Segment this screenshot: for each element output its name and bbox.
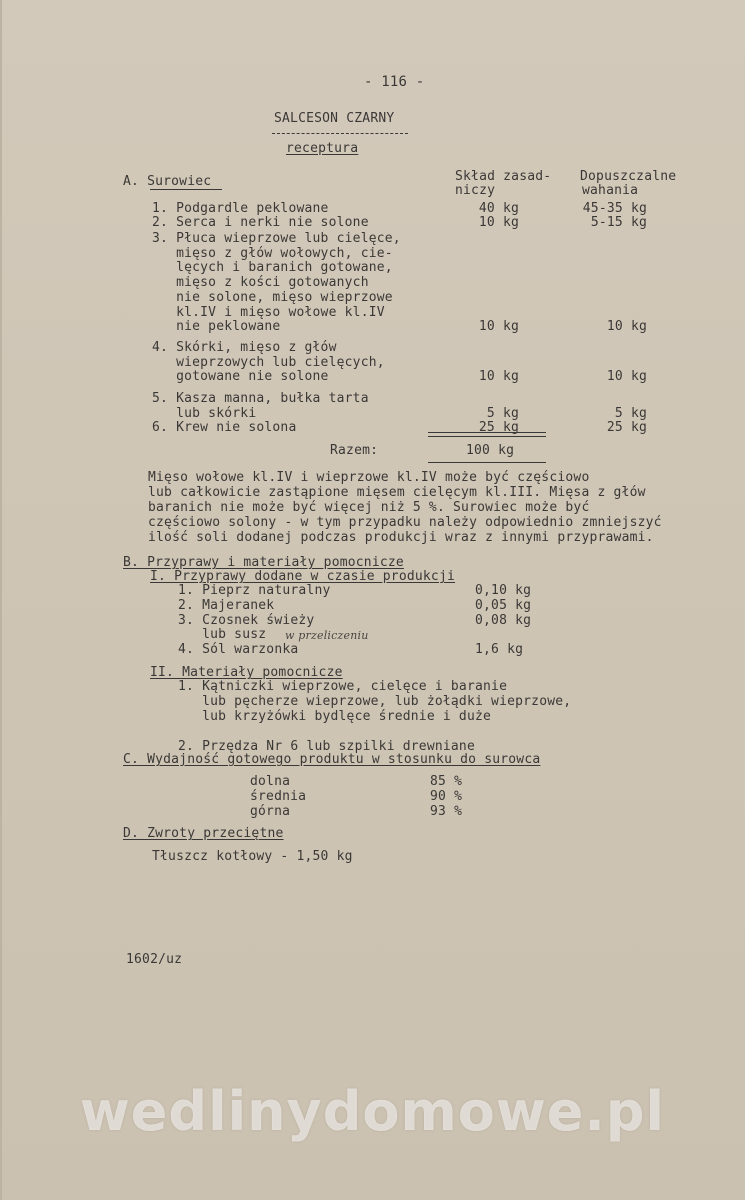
yield-label: dolna — [250, 774, 291, 789]
aux-material-line: 1. Kątniczki wieprzowe, cielęce i baranie — [178, 679, 508, 694]
ingredient-amount: 40 kg — [478, 201, 519, 216]
ingredient-range: 25 kg — [606, 420, 647, 435]
watermark: wedlinydomowe.pl — [79, 1080, 666, 1143]
ingredient-line: 6. Krew nie solona — [152, 420, 297, 435]
spice-amount: 1,6 kg — [475, 642, 524, 658]
ingredient-amount: 5 kg — [486, 405, 519, 421]
title-underline — [272, 133, 408, 134]
aux-materials-subheading: II. Materiały pomocnicze — [150, 665, 343, 680]
spice-amount: 0,08 kg — [475, 612, 532, 628]
fat-return-line: Tłuszcz kotłowy - 1,50 kg — [152, 849, 353, 864]
ingredient-amount: 10 kg — [478, 215, 519, 230]
handwritten-note: w przeliczeniu — [285, 629, 369, 642]
section-a-heading: A. Surowiec — [123, 174, 212, 189]
total-rule — [428, 432, 546, 437]
spice-label: 3. Czosnek świeży — [178, 612, 315, 628]
yield-label: górna — [250, 804, 291, 819]
section-c-heading: C. Wydajność gotowego produktu w stosunku do surowca — [123, 752, 541, 767]
note-line: lub całkowicie zastąpione mięsem cielęcym kl.III. Mięsa z głów — [148, 485, 646, 500]
ingredient-amount: 10 kg — [478, 319, 519, 335]
ingredient-line: gotowane nie solone — [152, 369, 329, 385]
ingredient-line: lęcych i baranich gotowane, — [152, 260, 393, 276]
col-header-tolerance: Dopuszczalne — [580, 169, 677, 184]
section-b-heading: B. Przyprawy i materiały pomocnicze — [123, 555, 404, 570]
note-line: Mięso wołowe kl.IV i wieprzowe kl.IV może być częściowo — [148, 470, 590, 485]
col-header-composition: Skład zasad- — [455, 169, 552, 184]
section-a-heading-underline — [150, 189, 222, 190]
ingredient-amount: 25 kg — [478, 420, 519, 435]
yield-value: 90 % — [430, 789, 463, 804]
spice-label: 1. Pieprz naturalny — [178, 583, 331, 598]
total-under-rule — [428, 462, 546, 463]
ingredient-amount: 10 kg — [478, 369, 519, 385]
ingredient-line: mięso z kości gotowanych — [152, 275, 369, 291]
spice-amount: 0,10 kg — [475, 583, 532, 598]
yield-value: 93 % — [430, 804, 463, 819]
spice-amount: 0,05 kg — [475, 597, 532, 613]
col-header-tolerance-cont: wahania — [582, 183, 639, 198]
document-title: SALCESON CZARNY — [274, 111, 395, 126]
page-edge-left — [0, 0, 2, 1200]
document-subtitle: receptura — [286, 141, 359, 156]
yield-label: średnia — [250, 789, 307, 804]
ingredient-range: 5-15 kg — [590, 215, 647, 230]
note-line: ilość soli dodanej podczas produkcji wraz z innymi przyprawami. — [148, 530, 654, 545]
yield-value: 85 % — [430, 774, 463, 789]
ingredient-line: 1. Podgardle peklowane — [152, 201, 329, 216]
footer-code: 1602/uz — [126, 952, 183, 967]
ingredient-range: 10 kg — [606, 319, 647, 335]
ingredient-line: lub skórki — [152, 405, 257, 421]
ingredient-line: wieprzowych lub cielęcych, — [152, 354, 385, 370]
ingredient-range: 10 kg — [606, 369, 647, 385]
ingredient-line: 5. Kasza manna, bułka tarta — [152, 391, 369, 406]
col-header-composition-cont: niczy — [455, 183, 496, 198]
ingredient-line: mięso z głów wołowych, cie- — [152, 245, 393, 261]
aux-material-line: lub pęcherze wieprzowe, lub żołądki wieprzowe, — [178, 694, 572, 709]
spice-label: 4. Sól warzonka — [178, 642, 299, 658]
ingredient-line: nie peklowane — [152, 319, 281, 335]
aux-material-line: lub krzyżówki bydlęce średnie i duże — [178, 709, 492, 724]
aux-material-line: 2. Przędza Nr 6 lub szpilki drewniane — [178, 739, 475, 754]
ingredient-range: 5 kg — [614, 405, 647, 421]
ingredient-line: 3. Płuca wieprzowe lub cielęce, — [152, 231, 401, 246]
ingredient-line: 4. Skórki, mięso z głów — [152, 340, 337, 355]
total-amount: 100 kg — [466, 443, 515, 458]
note-line: częściowo solony - w tym przypadku należy odpowiednio zmniejszyć — [148, 515, 662, 530]
spice-label: lub susz — [178, 627, 267, 643]
spice-label: 2. Majeranek — [178, 597, 275, 613]
page-number: - 116 - — [364, 74, 425, 90]
note-line: baranich nie może być więcej niż 5 %. Surowiec może być — [148, 500, 590, 515]
ingredient-line: 2. Serca i nerki nie solone — [152, 215, 369, 230]
spices-subheading: I. Przyprawy dodane w czasie produkcji — [150, 569, 456, 584]
ingredient-range: 45-35 kg — [582, 201, 647, 216]
ingredient-line: nie solone, mięso wieprzowe — [152, 289, 393, 305]
total-label: Razem: — [330, 443, 379, 458]
section-d-heading: D. Zwroty przeciętne — [123, 826, 284, 841]
ingredient-line: kl.IV i mięso wołowe kl.IV — [152, 304, 385, 320]
